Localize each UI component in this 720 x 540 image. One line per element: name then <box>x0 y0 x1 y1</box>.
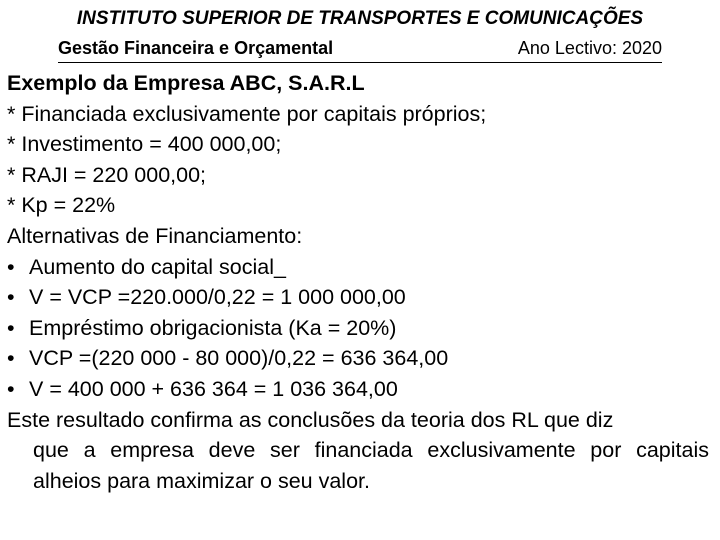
slide-body <box>7 68 709 496</box>
conclusion-continuation: que a empresa deve ser financiada exclusivamente por capitais alheios para maximizar o seu valor. <box>33 438 709 493</box>
fact-item: * RAJI = 220 000,00; <box>7 162 207 187</box>
bullet-item <box>7 313 709 344</box>
subheader <box>58 38 662 63</box>
bullet-text: Empréstimo obrigacionista (Ka = 20%) <box>29 315 397 340</box>
bullet-text: V = VCP =220.000/0,22 = 1 000 000,00 <box>29 285 406 310</box>
bullet-text: V = 400 000 + 636 364 = 1 036 364,00 <box>29 376 398 401</box>
fact-item: * Financiada exclusivamente por capitais próprios; <box>7 101 487 126</box>
bullet-icon: • <box>7 254 15 279</box>
bullet-icon: • <box>7 346 15 371</box>
example-title: Exemplo da Empresa ABC, S.A.R.L <box>7 71 365 95</box>
bullet-text: Aumento do capital social_ <box>29 254 286 279</box>
bullet-icon: • <box>7 285 15 310</box>
bullet-icon: • <box>7 315 15 340</box>
institution-title: INSTITUTO SUPERIOR DE TRANSPORTES E COMUNICAÇÕES <box>76 8 644 29</box>
bullet-item <box>7 343 709 374</box>
fact-item: * Kp = 22% <box>7 193 116 218</box>
alternatives-heading: Alternativas de Financiamento: <box>7 223 303 248</box>
bullet-item <box>7 282 709 313</box>
bullet-item <box>7 252 709 283</box>
bullet-text: VCP =(220 000 - 80 000)/0,22 = 636 364,00 <box>29 346 449 371</box>
academic-year: Ano Lectivo: 2020 <box>517 38 662 58</box>
conclusion-first-line: Este resultado confirma as conclusões da teoria dos RL que diz <box>7 407 614 432</box>
course-name: Gestão Financeira e Orçamental <box>58 38 334 58</box>
fact-item: * Investimento = 400 000,00; <box>7 132 282 157</box>
bullet-icon: • <box>7 376 15 401</box>
bullet-item <box>7 374 709 405</box>
